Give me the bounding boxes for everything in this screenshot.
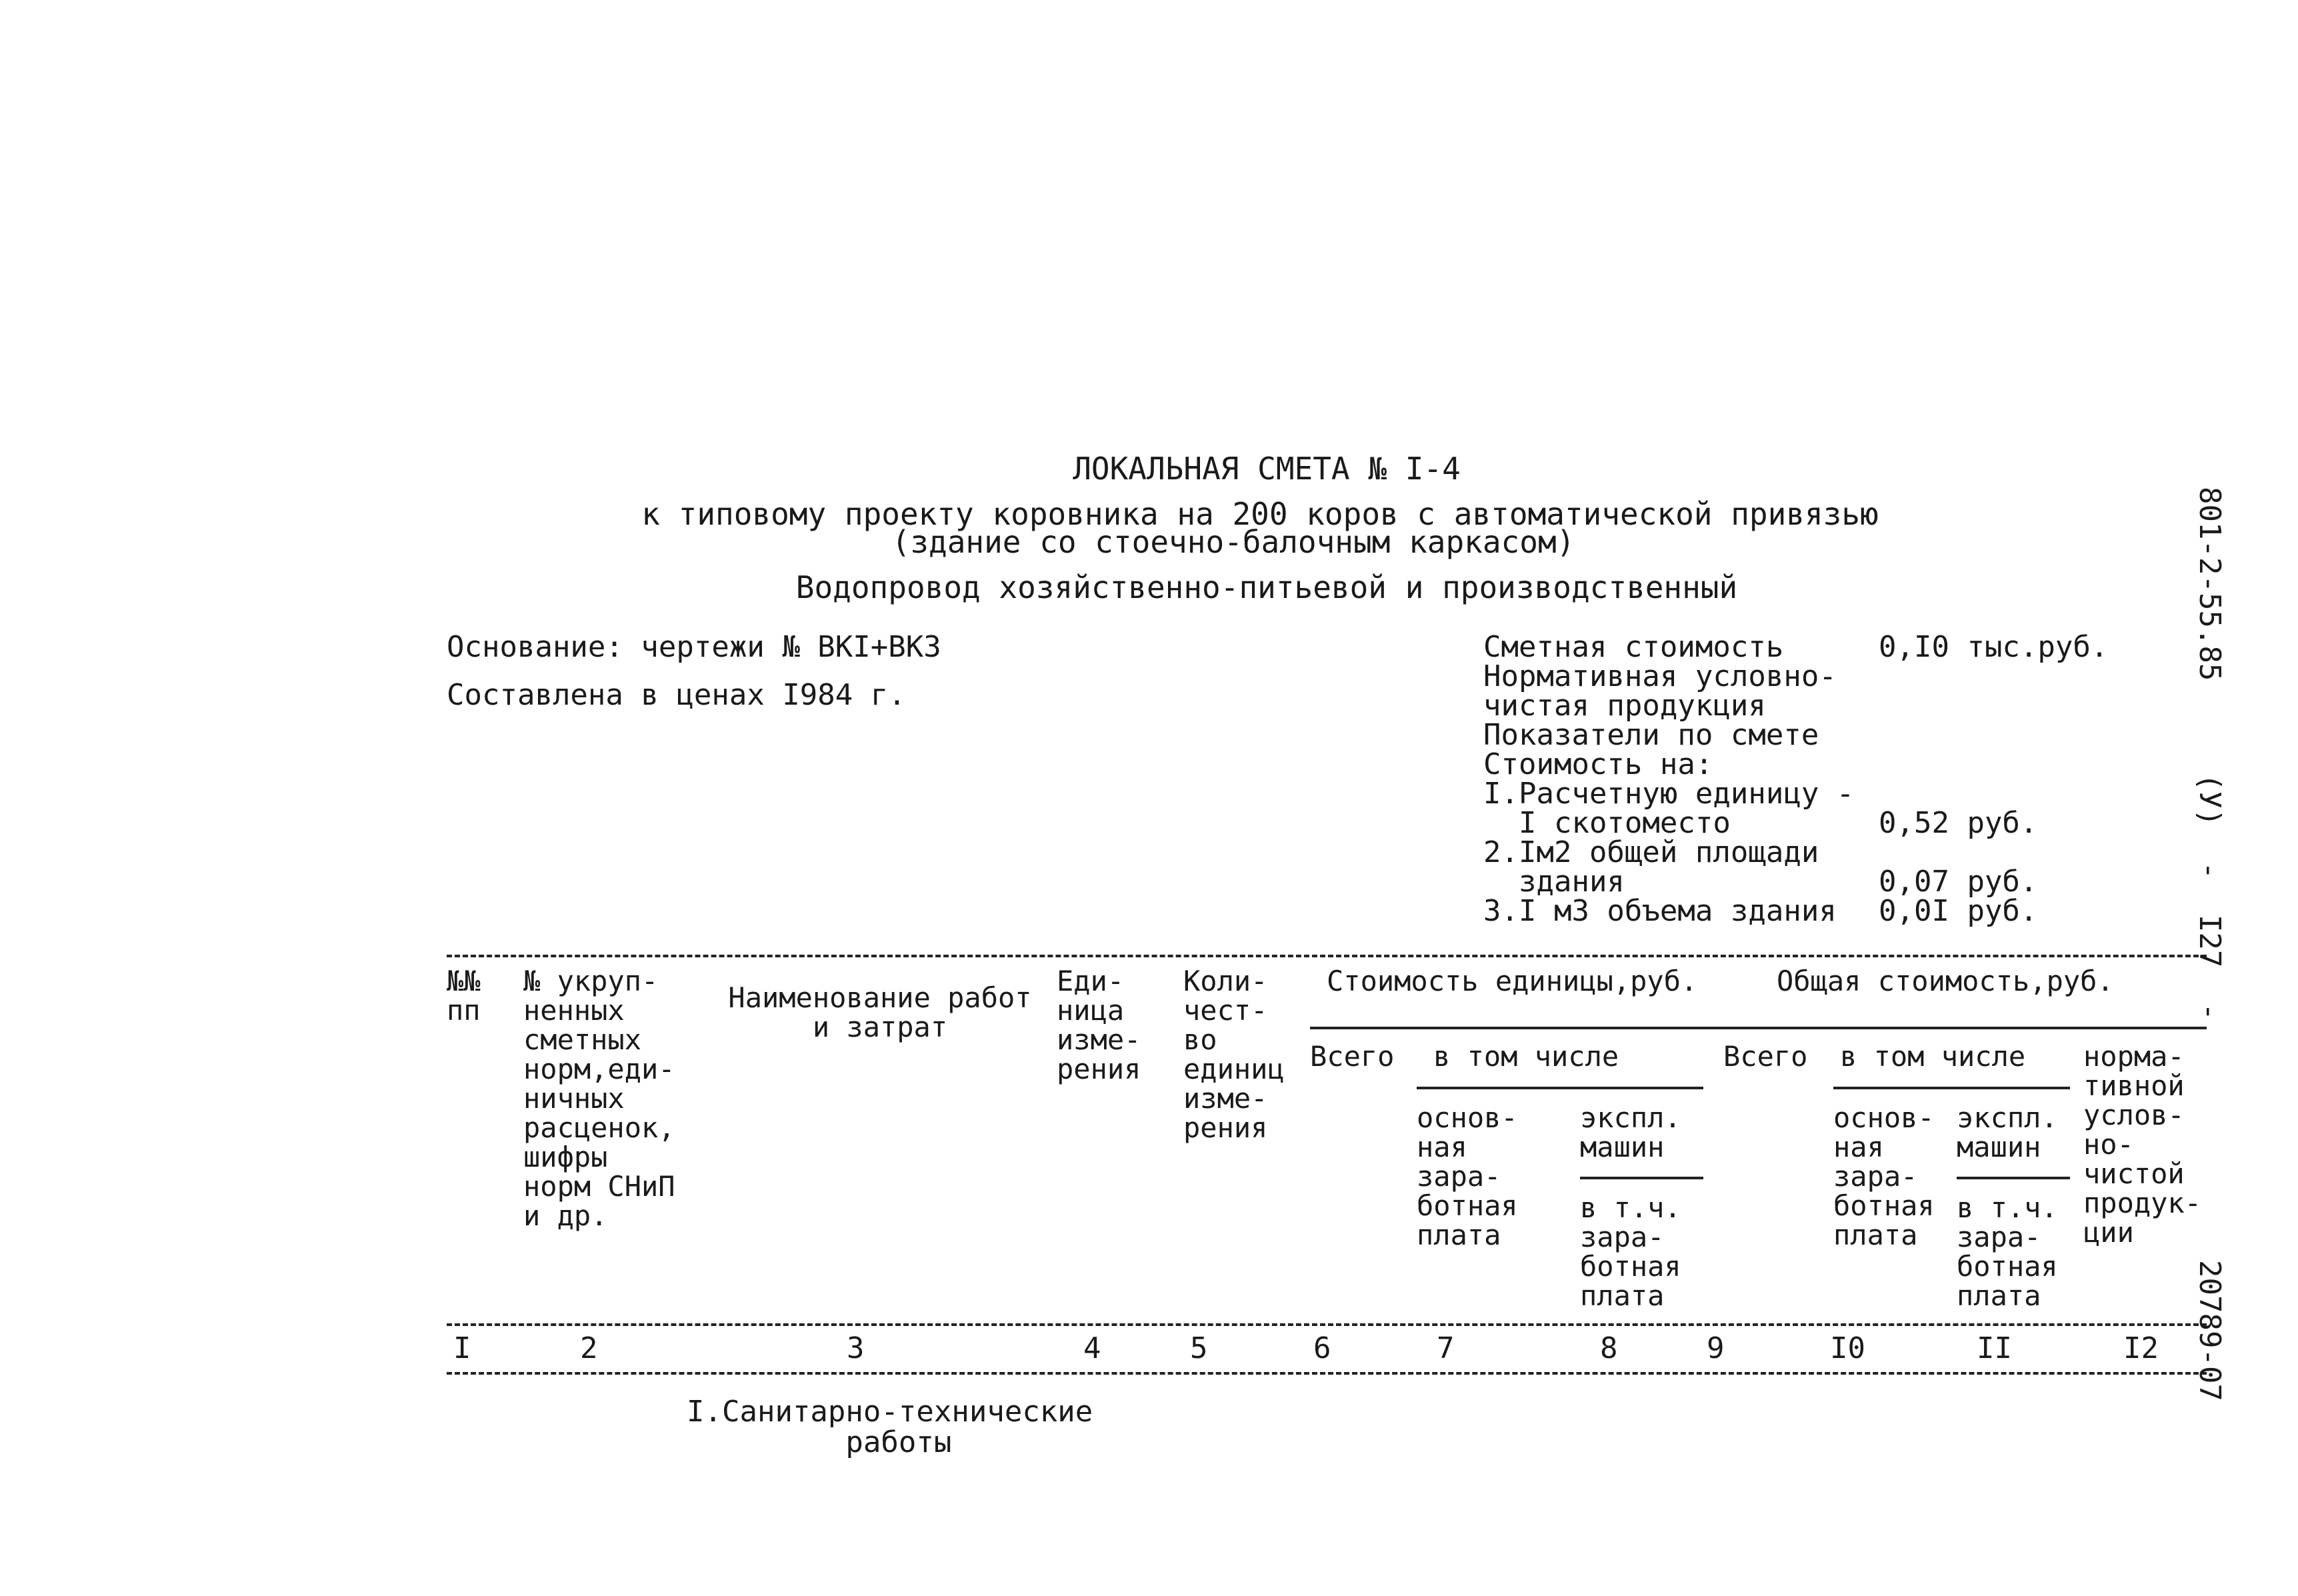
indicator-label: Нормативная условно- bbox=[1483, 659, 1837, 693]
per-m3-value: 0,0I руб. bbox=[1879, 894, 2038, 928]
total-cost-group-header: Общая стоимость,руб. bbox=[1777, 965, 2114, 997]
column-number: 9 bbox=[1707, 1331, 1725, 1365]
building-note: (здание со стоечно-балочным каркасом) bbox=[891, 524, 1575, 560]
document-title: ЛОКАЛЬНАЯ СМЕТА № I-4 bbox=[1073, 451, 1461, 487]
indicator-label: I скотоместо bbox=[1483, 806, 1731, 840]
header-bottom-rule bbox=[447, 1323, 2207, 1326]
col-unit-header: Еди- ница изме- рения bbox=[1057, 965, 1141, 1085]
unit-cost-group-header: Стоимость единицы,руб. bbox=[1327, 965, 1698, 997]
project-subtitle: к типовому проекту коровника на 200 коров с автоматической привязью bbox=[641, 496, 1879, 532]
total-base-wage-header: основ- ная зара- ботная плата bbox=[1833, 1101, 1935, 1251]
indicator-label: Сметная стоимость bbox=[1483, 630, 1784, 664]
normative-output-header: норма- тивной услов- но- чистой продук- ции bbox=[2083, 1040, 2202, 1249]
indicator-label: I.Расчетную единицу - bbox=[1483, 777, 1855, 811]
unit-machine-header: экспл. машин bbox=[1580, 1101, 1681, 1163]
unit-total-header: Всего bbox=[1310, 1040, 1395, 1073]
basis-drawings: Основание: чертежи № ВКI+ВК3 bbox=[447, 630, 941, 664]
column-number: 2 bbox=[580, 1331, 598, 1365]
unit-including-rule bbox=[1417, 1087, 1703, 1089]
column-number: 4 bbox=[1083, 1331, 1101, 1365]
unit-machine-wage-header: в т.ч. зара- ботная плата bbox=[1580, 1191, 1681, 1312]
column-number: 3 bbox=[847, 1331, 865, 1365]
total-machine-rule bbox=[1957, 1177, 2070, 1179]
column-number: II bbox=[1977, 1331, 2012, 1365]
table-top-rule bbox=[447, 955, 2207, 957]
unit-machine-rule bbox=[1580, 1177, 1703, 1179]
indicator-label: Показатели по смете bbox=[1483, 718, 1819, 752]
estimate-cost-value: 0,I0 тыс.руб. bbox=[1879, 630, 2109, 664]
total-machine-wage-header: в т.ч. зара- ботная плата bbox=[1957, 1191, 2058, 1312]
indicator-label: чистая продукция bbox=[1483, 689, 1766, 723]
price-level: Составлена в ценах I984 г. bbox=[447, 678, 906, 712]
column-number: 8 bbox=[1600, 1331, 1618, 1365]
side-stamp-inventory-number: 20789-07 bbox=[2193, 1260, 2227, 1401]
column-number: I0 bbox=[1830, 1331, 1865, 1365]
indicator-label: 3.I м3 объема здания bbox=[1483, 894, 1837, 928]
column-number: I2 bbox=[2123, 1331, 2159, 1365]
column-numbers-rule bbox=[447, 1372, 2207, 1375]
column-number: 6 bbox=[1313, 1331, 1331, 1365]
unit-cost-group-rule bbox=[1310, 1027, 1723, 1029]
indicator-label: 2.Iм2 общей площади bbox=[1483, 835, 1819, 869]
side-stamp-sheet-number: (У) - I27 - bbox=[2193, 773, 2227, 1021]
col-quantity-header: Коли- чест- во единиц изме- рения bbox=[1183, 965, 1285, 1144]
total-machine-header: экспл. машин bbox=[1957, 1101, 2058, 1163]
total-total-header: Всего bbox=[1723, 1040, 1808, 1073]
indicator-label: Стоимость на: bbox=[1483, 747, 1713, 781]
column-number: 5 bbox=[1190, 1331, 1208, 1365]
total-cost-group-rule bbox=[1723, 1027, 2207, 1029]
col-row-number-header: №№ пп bbox=[447, 965, 481, 1027]
col-norm-code-header: № укруп- ненных сметных норм,еди- ничных расценок, шифры норм СНиП и др. bbox=[523, 965, 675, 1232]
indicator-label: здания bbox=[1483, 865, 1625, 899]
estimate-subject: Водопровод хозяйственно-питьевой и производственный bbox=[795, 569, 1738, 605]
side-stamp-project-code: 801-2-55.85 bbox=[2193, 487, 2227, 681]
per-animal-value: 0,52 руб. bbox=[1879, 806, 2038, 840]
per-m2-value: 0,07 руб. bbox=[1879, 865, 2038, 899]
total-including-header: в том числе bbox=[1840, 1040, 2026, 1073]
unit-including-header: в том числе bbox=[1433, 1040, 1619, 1073]
unit-base-wage-header: основ- ная зара- ботная плата bbox=[1417, 1101, 1518, 1251]
col-work-name-header: Наименование работ и затрат bbox=[728, 981, 1032, 1043]
total-including-rule bbox=[1833, 1087, 2070, 1089]
column-number: 7 bbox=[1437, 1331, 1455, 1365]
section-title: I.Санитарно-технические работы bbox=[687, 1395, 1093, 1459]
column-number: I bbox=[453, 1331, 471, 1365]
